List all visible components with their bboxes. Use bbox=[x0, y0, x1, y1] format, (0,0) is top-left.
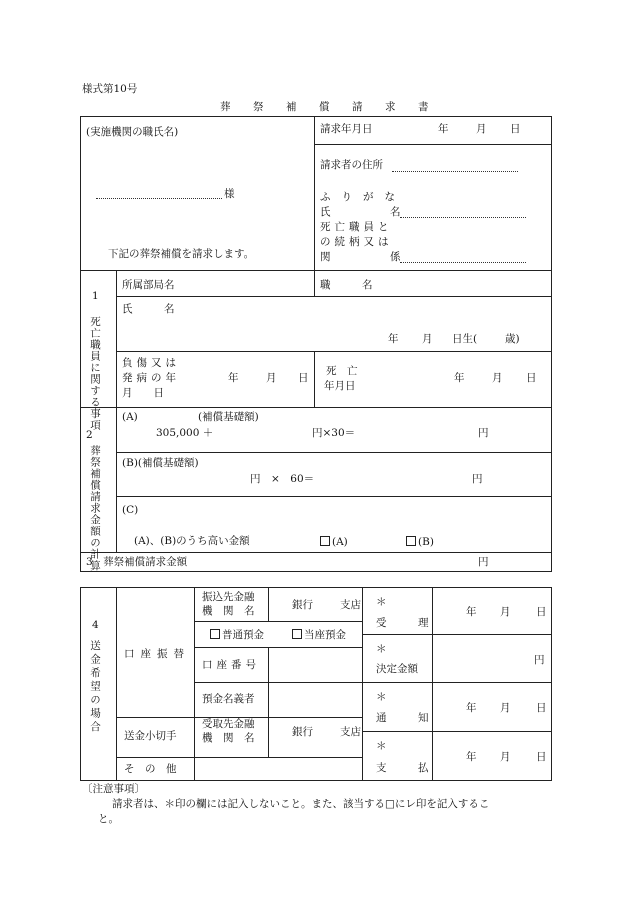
death-day: 日 bbox=[526, 372, 537, 384]
request-date-label: 請求年月日 bbox=[320, 123, 373, 135]
payment-month: 月 bbox=[500, 751, 511, 763]
decision-star: ＊ bbox=[376, 643, 387, 655]
bank-label-2: 機 関 名 bbox=[202, 605, 255, 617]
name-label-left: 氏 bbox=[320, 206, 331, 218]
relation-label-4: 係 bbox=[390, 251, 401, 263]
c-label: (C) bbox=[122, 504, 139, 516]
ordinary-deposit-checkbox[interactable]: 普通預金 bbox=[210, 629, 264, 641]
relation-label-2: の続柄又は bbox=[320, 236, 393, 248]
a-base-label: (補償基礎額) bbox=[198, 411, 259, 423]
year-label: 年 bbox=[438, 123, 449, 135]
section1-label: 死亡職員に関する事項 bbox=[89, 316, 101, 431]
receipt-year: 年 bbox=[466, 606, 477, 618]
notice-year: 年 bbox=[466, 702, 477, 714]
bank-label-1: 振込先金融 bbox=[202, 591, 255, 603]
sama-label: 様 bbox=[224, 188, 235, 200]
receipt-star: ＊ bbox=[376, 596, 387, 608]
bank-suffix: 銀行 bbox=[292, 599, 313, 611]
claimant-name-field[interactable] bbox=[400, 217, 526, 218]
b-yen: 円 bbox=[472, 473, 483, 485]
form-main-table bbox=[80, 116, 552, 572]
receiver-branch-suffix: 支店 bbox=[340, 726, 361, 738]
notice-month: 月 bbox=[500, 702, 511, 714]
section2-label: 葬祭補償請求金額の計算 bbox=[89, 445, 101, 572]
address-label: 請求者の住所 bbox=[320, 159, 383, 171]
a-amount: 305,000 ＋ bbox=[156, 427, 214, 439]
account-holder-label: 預金名義者 bbox=[202, 693, 255, 705]
section4-label: 送金希望の場合 bbox=[89, 640, 101, 735]
birth-year-label: 年 bbox=[388, 333, 399, 345]
section1-number: 1 bbox=[92, 290, 99, 302]
a-yen: 円 bbox=[478, 427, 489, 439]
a-label: (A) bbox=[122, 411, 138, 423]
death-year: 年 bbox=[454, 372, 465, 384]
branch-suffix: 支店 bbox=[340, 599, 361, 611]
notice-star: ＊ bbox=[376, 691, 387, 703]
injury-year: 年 bbox=[228, 372, 239, 384]
section2-number: 2 bbox=[86, 429, 93, 441]
injury-day: 日 bbox=[298, 372, 309, 384]
relation-label-3: 関 bbox=[320, 251, 331, 263]
money-order-label: 送金小切手 bbox=[124, 730, 177, 742]
decision-yen: 円 bbox=[534, 654, 545, 666]
current-deposit-checkbox[interactable]: 当座預金 bbox=[292, 629, 346, 641]
death-label-1: 死 亡 bbox=[326, 365, 358, 377]
account-transfer-label: 口座振替 bbox=[124, 648, 190, 660]
remittance-table bbox=[80, 587, 552, 781]
post-label: 職 名 bbox=[320, 279, 373, 291]
account-number-label: 口座番号 bbox=[202, 659, 260, 671]
birth-day-label: 日生( bbox=[452, 333, 478, 345]
receipt-day: 日 bbox=[536, 606, 547, 618]
a-multiplier: 円×30＝ bbox=[312, 427, 356, 439]
section3-label: 3 葬祭補償請求金額 bbox=[86, 556, 188, 568]
receiver-bank-suffix: 銀行 bbox=[292, 726, 313, 738]
notes-heading: 〔注意事項〕 bbox=[82, 783, 145, 795]
receipt-label: 受 理 bbox=[376, 617, 429, 629]
receipt-month: 月 bbox=[500, 606, 511, 618]
injury-label-1: 負傷又は bbox=[122, 357, 180, 369]
relation-field[interactable] bbox=[400, 262, 526, 263]
section4-number: 4 bbox=[92, 619, 99, 631]
other-label: そ の 他 bbox=[124, 763, 177, 775]
name-label-right: 名 bbox=[390, 206, 401, 218]
option-a-checkbox[interactable]: (A) bbox=[320, 536, 348, 548]
b-label: (B)(補償基礎額) bbox=[122, 457, 199, 469]
injury-label-2: 発病の年 bbox=[122, 372, 180, 384]
org-label: (実施機関の職氏名) bbox=[86, 126, 179, 138]
birth-month-label: 月 bbox=[422, 333, 433, 345]
age-label: 歳) bbox=[505, 333, 520, 345]
decision-label: 決定金額 bbox=[376, 663, 418, 675]
c-text: (A)、(B)のうち高い金額 bbox=[134, 535, 250, 547]
payment-year: 年 bbox=[466, 751, 477, 763]
receiver-label-1: 受取先金融 bbox=[202, 718, 255, 730]
injury-month: 月 bbox=[266, 372, 277, 384]
relation-label-1: 死亡職員と bbox=[320, 221, 393, 233]
injury-label-3: 月 日 bbox=[122, 387, 164, 399]
notice-label: 通 知 bbox=[376, 712, 429, 724]
receiver-label-2: 機 関 名 bbox=[202, 732, 255, 744]
payment-day: 日 bbox=[536, 751, 547, 763]
notes-text-1: 請求者は、＊印の欄には記入しないこと。また、該当する□にレ印を記入するこ bbox=[112, 798, 490, 810]
death-month: 月 bbox=[492, 372, 503, 384]
b-multiplier: 円 × 60＝ bbox=[250, 473, 315, 485]
deceased-name-label: 氏 名 bbox=[122, 303, 175, 315]
section3-yen: 円 bbox=[478, 556, 489, 568]
form-number: 様式第10号 bbox=[82, 83, 138, 95]
payment-label: 支 払 bbox=[376, 762, 429, 774]
payment-star: ＊ bbox=[376, 740, 387, 752]
org-name-field[interactable] bbox=[96, 198, 222, 199]
dept-label: 所属部局名 bbox=[122, 279, 175, 291]
death-label-2: 年月日 bbox=[324, 380, 356, 392]
address-field[interactable] bbox=[392, 171, 518, 172]
day-label: 日 bbox=[510, 123, 521, 135]
notice-day: 日 bbox=[536, 702, 547, 714]
request-text: 下記の葬祭補償を請求します。 bbox=[108, 248, 255, 260]
furigana-label: ふりがな bbox=[320, 191, 406, 203]
notes-text-2: と。 bbox=[98, 813, 119, 825]
option-b-checkbox[interactable]: (B) bbox=[406, 536, 434, 548]
month-label: 月 bbox=[476, 123, 487, 135]
page-title: 葬 祭 補 償 請 求 書 bbox=[220, 101, 435, 113]
